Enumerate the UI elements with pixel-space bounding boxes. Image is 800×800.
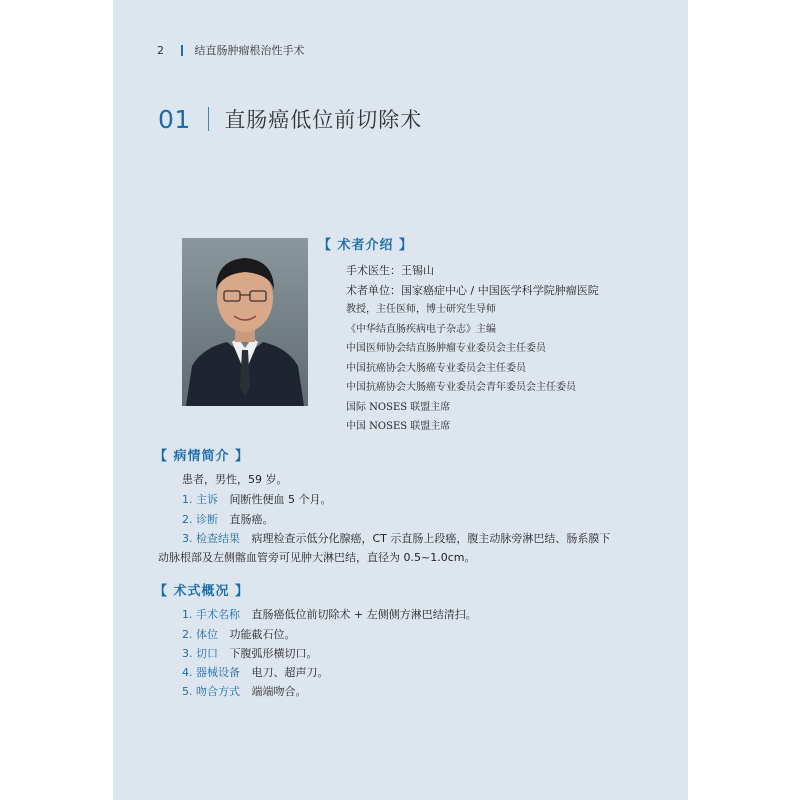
credential-line: 中国医师协会结直肠肿瘤专业委员会主任委员 (346, 343, 546, 354)
author-section-heading: 【 术者介绍 】 (318, 238, 414, 253)
item-number: 1. (182, 493, 193, 506)
chapter-title (158, 104, 422, 134)
procedure-item (182, 626, 296, 642)
item-text: 功能截石位。 (229, 628, 296, 641)
procedure-item (182, 664, 329, 680)
surgeon-name: 手术医生：王锡山 (346, 264, 434, 277)
item-label: 吻合方式 (196, 685, 240, 698)
running-head (157, 42, 305, 58)
case-intro: 患者，男性，59 岁。 (182, 473, 288, 486)
running-head-divider (181, 45, 183, 56)
item-label: 手术名称 (196, 608, 240, 621)
chapter-heading: 直肠癌低位前切除术 (224, 108, 423, 132)
procedure-item (182, 606, 477, 622)
item-number: 5. (182, 685, 193, 698)
item-number: 2. (182, 628, 193, 641)
item-number: 3. (182, 532, 193, 545)
item-label: 体位 (196, 628, 218, 641)
credential-line: 中国抗癌协会大肠癌专业委员会青年委员会主任委员 (346, 382, 576, 393)
case-section-heading: 【 病情简介 】 (154, 449, 250, 464)
item-number: 4. (182, 666, 193, 679)
item-text: 直肠癌。 (229, 513, 274, 526)
item-text: 直肠癌低位前切除术 + 左侧侧方淋巴结清扫。 (251, 608, 477, 621)
surgeon-portrait (182, 238, 308, 406)
chapter-divider (208, 107, 210, 131)
credential-line: 教授，主任医师，博士研究生导师 (346, 304, 496, 315)
case-item-continuation: 动脉根部及左侧髂血管旁可见肿大淋巴结，直径为 0.5~1.0cm。 (158, 551, 476, 564)
item-label: 器械设备 (196, 666, 240, 679)
item-text: 电刀、超声刀。 (251, 666, 329, 679)
procedure-section-heading: 【 术式概况 】 (154, 584, 250, 599)
item-text: 病理检查示低分化腺癌，CT 示直肠上段癌，腹主动脉旁淋巴结、肠系膜下 (251, 532, 611, 545)
item-text: 端端吻合。 (251, 685, 307, 698)
credential-line: 中国 NOSES 联盟主席 (346, 421, 451, 432)
procedure-item (182, 645, 318, 661)
author-info (346, 261, 626, 437)
item-label: 主诉 (196, 493, 218, 506)
surgeon-unit: 术者单位：国家癌症中心 / 中国医学科学院肿瘤医院 (346, 283, 599, 297)
item-label: 检查结果 (196, 532, 240, 545)
procedure-item (182, 683, 307, 699)
chapter-number: 01 (158, 104, 191, 134)
item-label: 切口 (196, 647, 218, 660)
case-item (182, 511, 274, 527)
page-number: 2 (157, 43, 164, 57)
credential-line: 《中华结直肠疾病电子杂志》主编 (346, 323, 496, 335)
case-item (182, 491, 332, 507)
book-title: 结直肠肿瘤根治性手术 (194, 44, 305, 57)
credential-line: 国际 NOSES 联盟主席 (346, 401, 451, 413)
credential-line: 中国抗癌协会大肠癌专业委员会主任委员 (346, 362, 526, 374)
item-label: 诊断 (196, 513, 218, 526)
case-item (182, 530, 610, 546)
item-text: 下腹弧形横切口。 (229, 647, 318, 660)
item-text: 间断性便血 5 个月。 (229, 493, 332, 506)
item-number: 3. (182, 647, 193, 660)
item-number: 1. (182, 608, 193, 621)
item-number: 2. (182, 513, 193, 526)
